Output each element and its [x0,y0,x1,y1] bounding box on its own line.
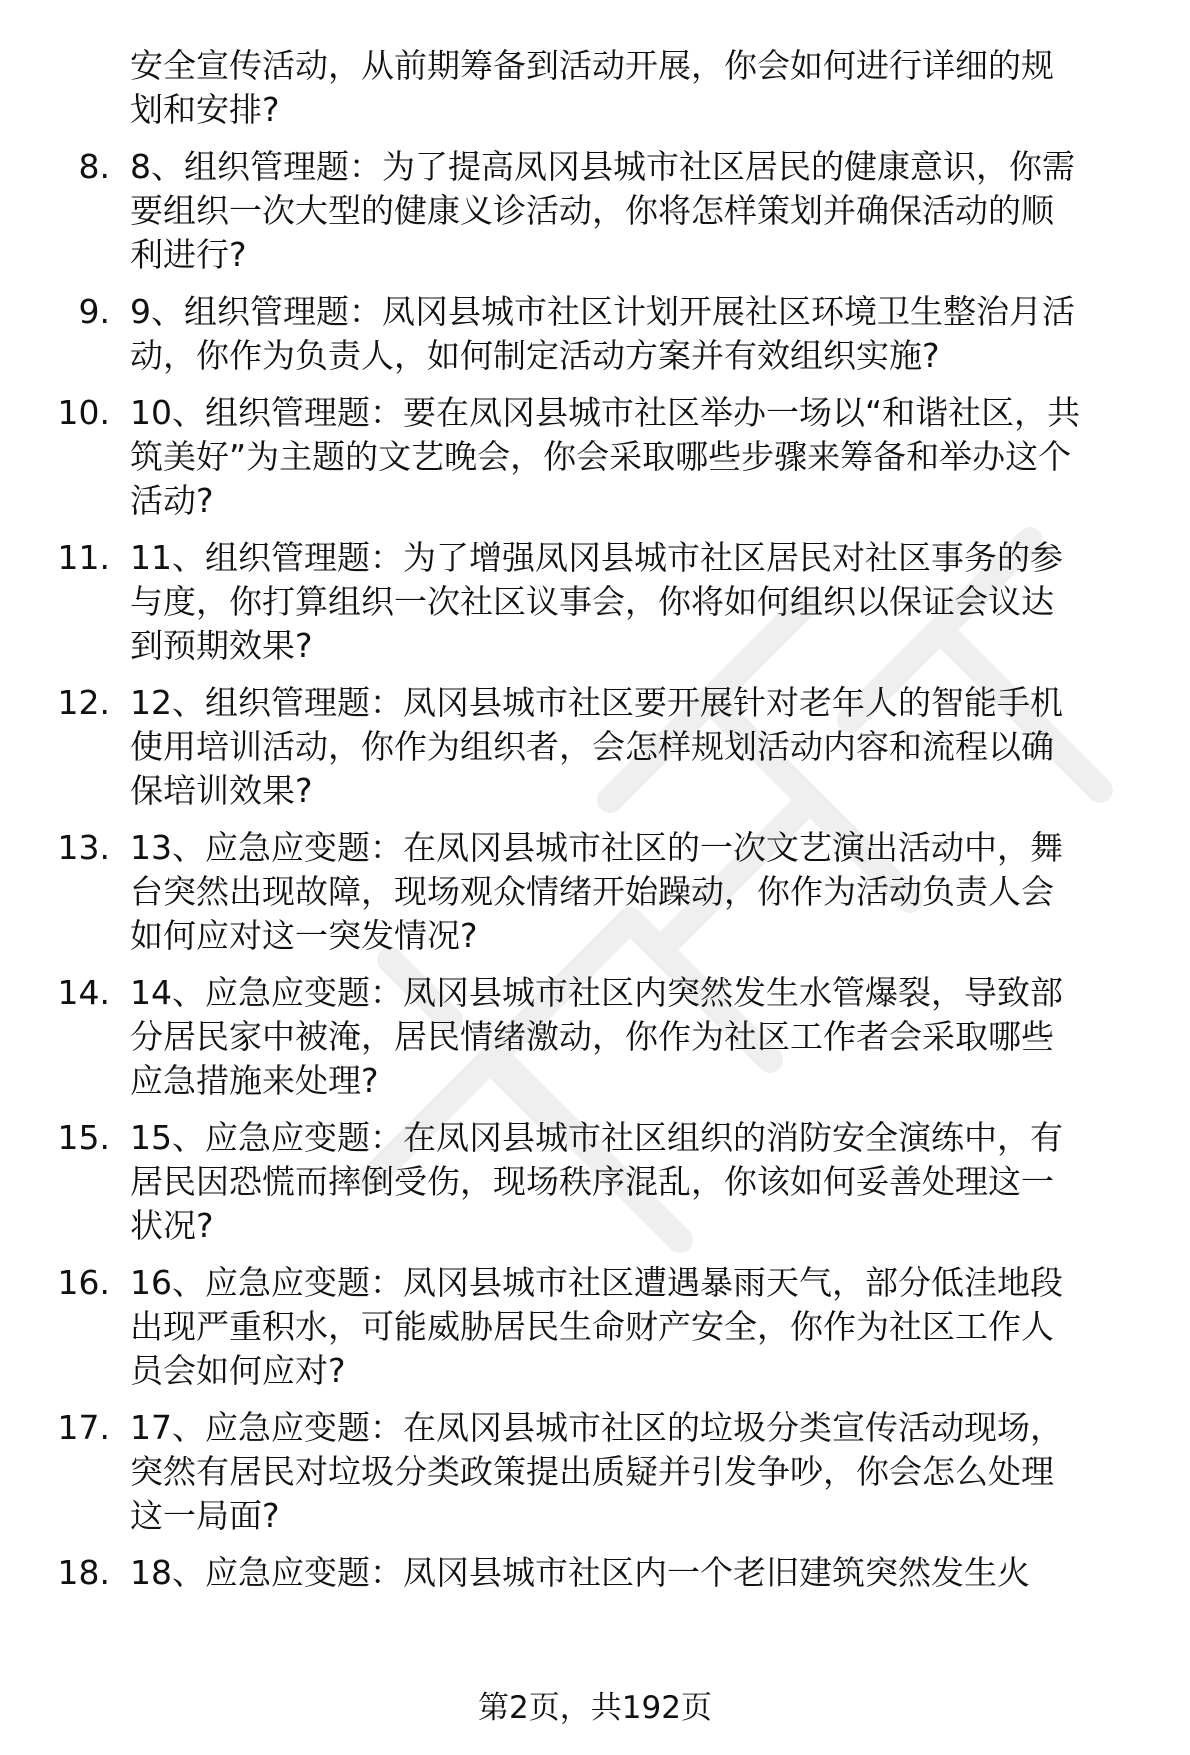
question-text-line: 员会如何应对? [130,1351,346,1390]
question-text-line: 8、组织管理题：为了提高凤冈县城市社区居民的健康意识，你需 [130,147,1075,186]
question-text-line: 17、应急应变题：在凤冈县城市社区的垃圾分类宣传活动现场， [130,1408,1063,1447]
question-text-line: 动，你作为负责人，如何制定活动方案并有效组织实施? [130,336,940,375]
question-item-9 [0,290,1190,378]
question-item-16 [0,1261,1190,1393]
continuation-line-1: 安全宣传活动，从前期筹备到活动开展，你会如何进行详细的规 [130,46,1054,85]
question-text-line: 到预期效果? [130,626,313,665]
question-text-line: 要组织一次大型的健康义诊活动，你将怎样策划并确保活动的顺 [130,191,1054,230]
question-item-17 [0,1406,1190,1538]
question-text-line: 如何应对这一突发情况? [130,916,478,955]
question-text-line: 14、应急应变题：凤冈县城市社区内突然发生水管爆裂，导致部 [130,973,1063,1012]
question-number: 14. [57,973,110,1012]
question-number: 11. [57,538,110,577]
question-number: 9. [78,292,110,331]
question-text-line: 16、应急应变题：凤冈县城市社区遭遇暴雨天气，部分低洼地段 [130,1263,1063,1302]
question-number: 18. [57,1553,110,1592]
question-item-18 [0,1551,1190,1595]
question-text-line: 保培训效果? [130,771,313,810]
question-text-line: 15、应急应变题：在凤冈县城市社区组织的消防安全演练中，有 [130,1118,1063,1157]
question-item-15 [0,1116,1190,1248]
question-item-11 [0,536,1190,668]
question-text-line: 13、应急应变题：在凤冈县城市社区的一次文艺演出活动中，舞 [130,828,1063,867]
question-text-line: 应急措施来处理? [130,1061,379,1100]
question-text-line: 11、组织管理题：为了增强凤冈县城市社区居民对社区事务的参 [130,538,1063,577]
question-text-line: 突然有居民对垃圾分类政策提出质疑并引发争吵，你会怎么处理 [130,1452,1054,1491]
question-number: 13. [57,828,110,867]
question-text-line: 12、组织管理题：凤冈县城市社区要开展针对老年人的智能手机 [130,683,1063,722]
question-text-line: 分居民家中被淹，居民情绪激动，你作为社区工作者会采取哪些 [130,1017,1054,1056]
question-text-line: 利进行? [130,235,247,274]
question-item-12 [0,681,1190,813]
question-text-line: 活动? [130,481,214,520]
question-text-line: 出现严重积水，可能威胁居民生命财产安全，你作为社区工作人 [130,1307,1054,1346]
question-text-line: 这一局面? [130,1496,280,1535]
question-number: 17. [57,1408,110,1447]
question-text-line: 筑美好”为主题的文艺晚会，你会采取哪些步骤来筹备和举办这个 [130,437,1072,476]
question-item-14 [0,971,1190,1103]
question-text-line: 使用培训活动，你作为组织者，会怎样规划活动内容和流程以确 [130,727,1054,766]
question-item-10 [0,391,1190,523]
continuation-line-2: 划和安排? [130,90,280,129]
question-text-line: 居民因恐慌而摔倒受伤，现场秩序混乱，你该如何妥善处理这一 [130,1162,1054,1201]
question-text-line: 台突然出现故障，现场观众情绪开始躁动，你作为活动负责人会 [130,872,1054,911]
question-list [0,145,1190,1595]
page-number-footer: 第2页，共192页 [478,1690,712,1726]
question-item-8 [0,145,1190,277]
question-number: 12. [57,683,110,722]
question-number: 16. [57,1263,110,1302]
question-text-line: 18、应急应变题：凤冈县城市社区内一个老旧建筑突然发生火 [130,1553,1030,1592]
question-number: 8. [78,147,110,186]
question-number: 10. [57,393,110,432]
question-item-13 [0,826,1190,958]
question-number: 15. [57,1118,110,1157]
question-text-line: 与度，你打算组织一次社区议事会，你将如何组织以保证会议达 [130,582,1054,621]
question-text-line: 状况? [130,1206,214,1245]
question-text-line: 10、组织管理题：要在凤冈县城市社区举办一场以“和谐社区，共 [130,393,1081,432]
document-content [0,44,1190,1595]
question-text-line: 9、组织管理题：凤冈县城市社区计划开展社区环境卫生整治月活 [130,292,1075,331]
